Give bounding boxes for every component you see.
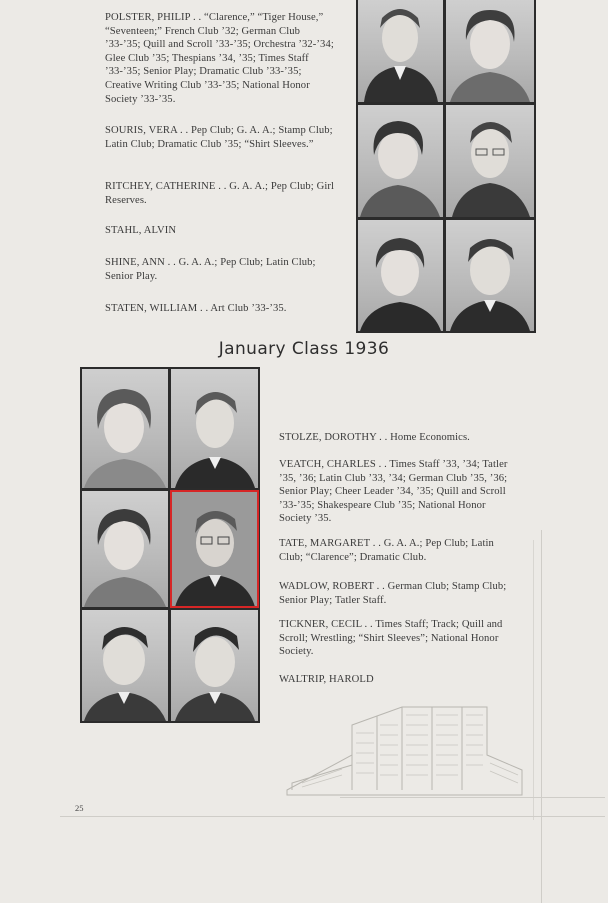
entry-polster-philip: POLSTER, PHILIP . . “Clarence,” “Tiger House,” “Seventeen;” French Club ’32; German Club ’33-’35; Quill and Scroll ’33-’35; Orchestra ’32-’34; Glee Club ’35; Thespians ’34, ’35; Times Staff ’33-’35; Senior Play; Dramatic Club ’33-’35; Creative Writing Club ’33-’35; National Honor Society ’33-’35. [105, 12, 334, 105]
entry-waltrip-harold: WALTRIP, HAROLD [279, 674, 374, 685]
vertical-rule [533, 540, 534, 820]
portrait-photo [358, 105, 443, 217]
faint-watermark-script [120, 830, 124, 876]
horizontal-rule [60, 816, 605, 817]
entry-tickner-cecil: TICKNER, CECIL . . Times Staff; Track; Quill and Scroll; Wrestling; “Shirt Sleeves”; National Honor Society. [279, 619, 503, 658]
vertical-rule [541, 530, 542, 903]
portrait-photo [82, 610, 168, 721]
highlighted-portrait-photo[interactable] [171, 491, 258, 607]
section-title: January Class 1936 [218, 339, 390, 359]
bottom-photo-grid [80, 367, 260, 723]
entry-staten-william: STATEN, WILLIAM . . Art Club ’33-’35. [105, 303, 287, 314]
page-number: 25 [75, 803, 84, 813]
entry-veatch-charles: VEATCH, CHARLES . . Times Staff ’33, ’34; Tatler ’35, ’36; Latin Club ’33, ’34; German Club ’35, ’36; Senior Play; Cheer Leader ’34, ’35; Quill and Scroll ’33-’35; Shakespeare Club ’35; National Honor Society ’35. [279, 459, 508, 525]
horizontal-rule [340, 797, 605, 798]
entry-stolze-dorothy: STOLZE, DOROTHY . . Home Economics. [279, 432, 470, 443]
portrait-photo [358, 220, 443, 331]
portrait-photo [446, 105, 534, 217]
school-building-sketch [282, 695, 532, 805]
portrait-photo [171, 610, 258, 721]
portrait-photo [446, 220, 534, 331]
entry-wadlow-robert: WADLOW, ROBERT . . German Club; Stamp Club; Senior Play; Tatler Staff. [279, 581, 507, 606]
top-photo-grid [356, 0, 536, 333]
portrait-photo [358, 0, 443, 102]
portrait-photo [82, 491, 168, 607]
portrait-photo [82, 369, 168, 488]
entry-shine-ann: SHINE, ANN . . G. A. A.; Pep Club; Latin Club; Senior Play. [105, 257, 316, 282]
entry-tate-margaret: TATE, MARGARET . . G. A. A.; Pep Club; Latin Club; “Clarence”; Dramatic Club. [279, 538, 494, 563]
entry-stahl-alvin: STAHL, ALVIN [105, 225, 177, 236]
entry-souris-vera: SOURIS, VERA . . Pep Club; G. A. A.; Stamp Club; Latin Club; Dramatic Club ’35; “Shirt Sleeves.” [105, 125, 333, 150]
entry-ritchey-catherine: RITCHEY, CATHERINE . . G. A. A.; Pep Club; Girl Reserves. [105, 181, 335, 206]
portrait-photo [171, 369, 258, 488]
portrait-photo [446, 0, 534, 102]
